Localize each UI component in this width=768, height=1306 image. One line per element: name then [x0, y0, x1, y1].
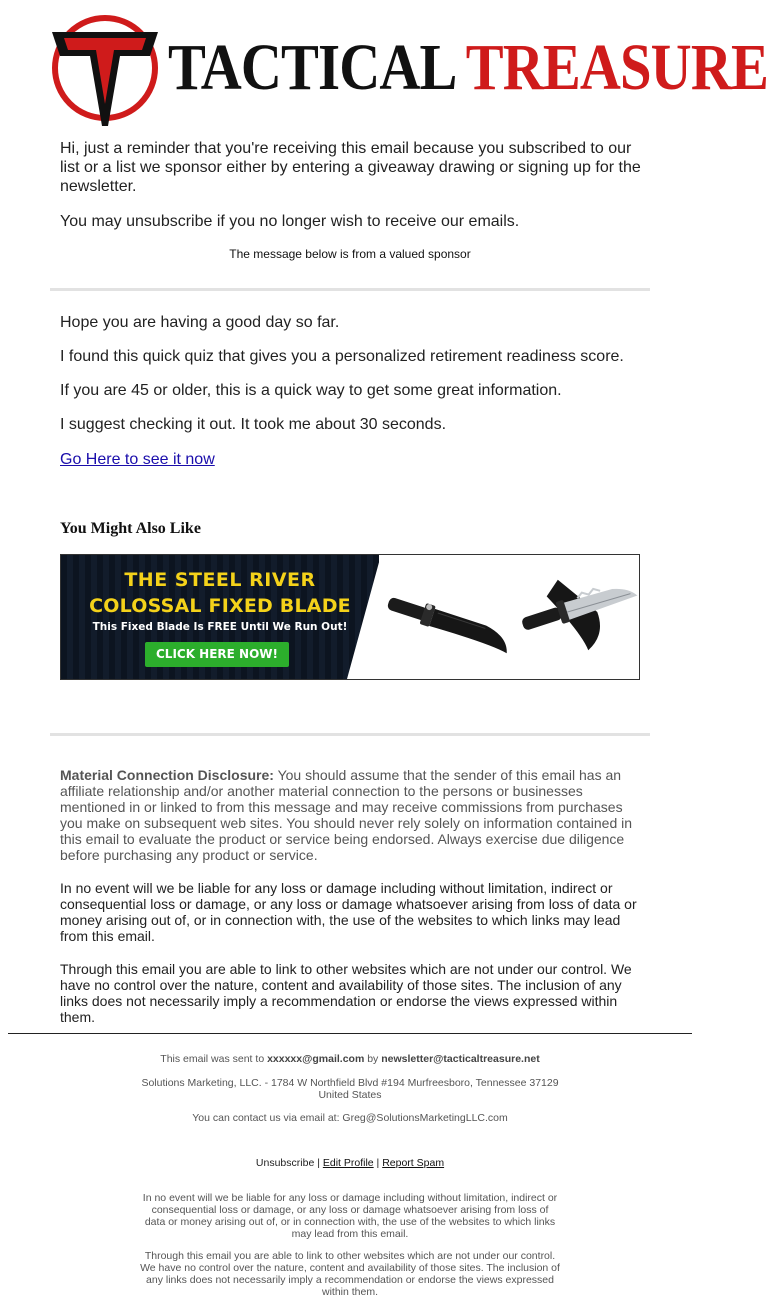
footer-links	[130, 1157, 570, 1169]
link-separator: |	[373, 1157, 383, 1169]
brand-word-treasure: TREASURE	[465, 31, 768, 104]
fixed-blade-knife-icon	[379, 555, 637, 679]
banner-click-here-button[interactable]: CLICK HERE NOW!	[145, 642, 289, 667]
contact-line: You can contact us via email at: Greg@SolutionsMarketingLLC.com	[192, 1112, 508, 1124]
edit-profile-link[interactable]: Edit Profile	[322, 1157, 374, 1169]
message-line-4: I suggest checking it out. It took me about 30 seconds.	[60, 416, 447, 433]
message-line-1: Hope you are having a good day so far.	[60, 314, 340, 331]
banner-slant	[347, 555, 381, 679]
disclosure-label: Material Connection Disclosure:	[60, 767, 274, 783]
banner-title-1: THE STEEL RIVER	[124, 569, 316, 591]
liability-notice: In no event will we be liable for any loss or damage including without limitation, indirect or consequential loss or damage, or any loss or damage whatsoever arising from loss of data or money arising out of, or in connection with, the use of the websites to which links may lead from this email.	[60, 880, 637, 944]
banner-title-2: COLOSSAL FIXED BLADE	[89, 595, 351, 617]
also-like-heading: You Might Also Like	[60, 520, 201, 537]
link-separator: |	[314, 1157, 323, 1169]
logo-mark	[50, 12, 160, 128]
divider-top	[50, 288, 650, 291]
go-here-link[interactable]: Go Here to see it now	[60, 451, 215, 468]
footer-divider	[8, 1033, 692, 1034]
material-disclosure	[60, 767, 645, 863]
footer-links-notice: Through this email you are able to link to other websites which are not under our control. We have no control over the nature, content and availability of those sites. The inclusion of any links does not necessarily imply a recommendation or endorse the views expressed within them.	[140, 1250, 560, 1298]
unsubscribe-link[interactable]: Unsubscribe	[255, 1157, 315, 1169]
sent-prefix: This email was sent to	[160, 1053, 268, 1065]
steel-river-banner-ad[interactable]	[60, 554, 640, 680]
sent-to-line	[130, 1053, 570, 1065]
sponsor-note: The message below is from a valued sponsor	[229, 247, 471, 261]
unsubscribe-prefix: You may	[60, 213, 127, 230]
tactical-treasure-emblem-icon	[50, 12, 160, 128]
brand-wordmark	[168, 28, 768, 108]
banner-text-panel	[61, 555, 379, 679]
sender-email: newsletter@tacticaltreasure.net	[381, 1053, 540, 1065]
brand-word-tactical: TACTICAL	[168, 31, 454, 104]
divider-bottom	[50, 733, 650, 736]
footer-liability-notice: In no event will we be liable for any loss or damage including without limitation, indirect or consequential loss or damage, or any loss or damage whatsoever arising from loss of data or money arising out of, or in connection with, the use of the websites to which links may lead from this email.	[142, 1192, 558, 1240]
message-line-2: I found this quick quiz that gives you a personalized retirement readiness score.	[60, 348, 624, 365]
message-line-3: If you are 45 or older, this is a quick way to get some great information.	[60, 382, 562, 399]
disclosure-text: You should assume that the sender of this email has an affiliate relationship and/or another material connection to the persons or businesses mentioned in or linked to from this message and may receive commissions from purchases you make on subsequent web sites. You should never rely solely on information contained in this email to evaluate the product or service being endorsed. Always exercise due diligence before purchasing any product or service.	[60, 767, 633, 863]
report-spam-link[interactable]: Report Spam	[382, 1157, 445, 1169]
mailing-address: Solutions Marketing, LLC. - 1784 W Northfield Blvd #194 Murfreesboro, Tennessee 37129 United States	[141, 1077, 559, 1101]
banner-subtitle: This Fixed Blade Is FREE Until We Run Out!	[92, 621, 348, 633]
unsubscribe-suffix: if you no longer wish to receive our emails.	[212, 213, 520, 230]
unsubscribe-inline-link[interactable]: unsubscribe	[126, 213, 213, 230]
sent-by: by	[364, 1053, 382, 1065]
banner-product-panel	[379, 555, 639, 679]
recipient-email: xxxxxx@gmail.com	[267, 1053, 365, 1065]
unsubscribe-note	[60, 212, 645, 231]
subscription-reminder: Hi, just a reminder that you're receiving this email because you subscribed to our list or a list we sponsor either by entering a giveaway drawing or signing up for the newsletter.	[60, 140, 641, 195]
external-links-notice: Through this email you are able to link to other websites which are not under our control. We have no control over the nature, content and availability of those sites. The inclusion of any links does not necessarily imply a recommendation or endorse the views expressed within them.	[60, 961, 632, 1025]
